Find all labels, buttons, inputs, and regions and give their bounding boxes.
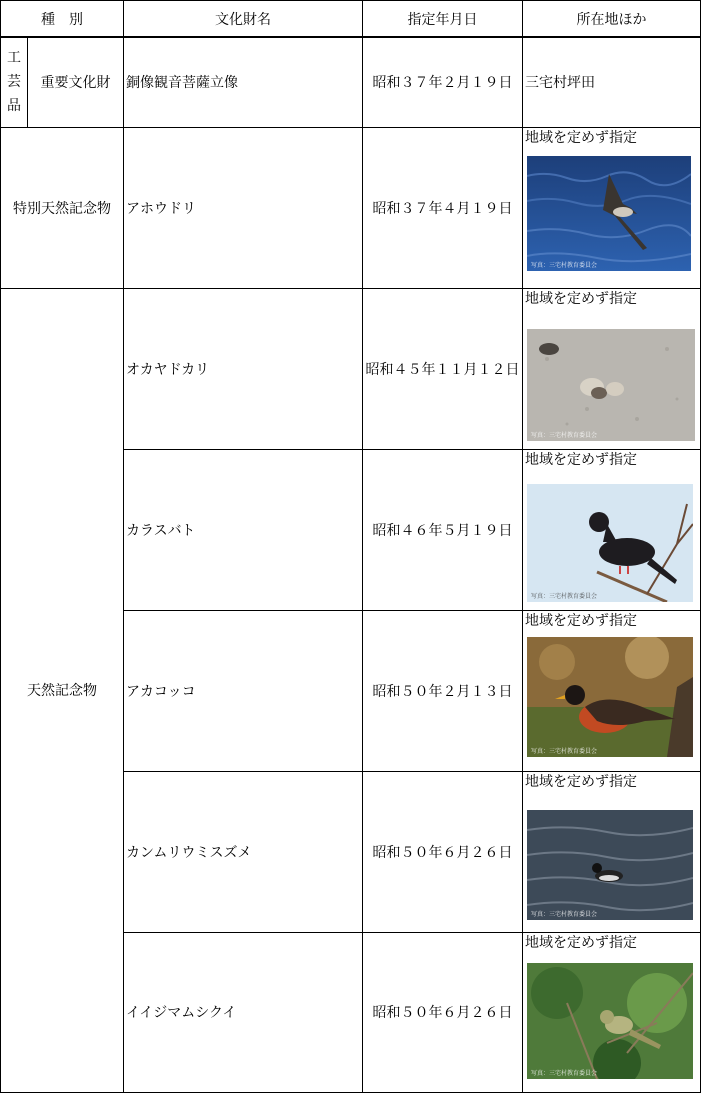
header-category: 種 別: [1, 1, 124, 38]
property-name-cell: アホウドリ: [124, 127, 363, 288]
category-cell: 重要文化財: [28, 37, 124, 127]
location-cell: [523, 932, 701, 1092]
location-text: 地域を定めず指定: [525, 290, 637, 307]
designation-date-cell: 昭和４５年１１月１２日: [363, 288, 523, 449]
table-header-row: [1, 1, 701, 38]
designation-date-cell: 昭和３７年４月１９日: [363, 127, 523, 288]
photo-credit: 写真：三宅村教育委員会: [531, 910, 598, 918]
photo-credit: 写真：三宅村教育委員会: [531, 592, 598, 600]
photo-credit: 写真：三宅村教育委員会: [531, 747, 598, 755]
property-name-cell: 銅像観音菩薩立像: [124, 37, 363, 127]
category-cell: 特別天然記念物: [1, 127, 124, 288]
location-text: 地域を定めず指定: [525, 612, 637, 629]
category-major-char: 品: [7, 98, 21, 115]
property-name-cell: カラスバト: [124, 449, 363, 610]
crested-murrelet-photo: [527, 810, 693, 920]
header-date: 指定年月日: [363, 1, 523, 38]
designation-date-cell: 昭和３７年２月１９日: [363, 37, 523, 127]
location-cell: [523, 610, 701, 771]
table-row: [1, 37, 701, 127]
location-cell: [523, 771, 701, 932]
black-wood-pigeon-photo: [527, 484, 693, 602]
category-major-char: 芸: [7, 74, 21, 91]
property-name-cell: オカヤドカリ: [124, 288, 363, 449]
designation-date-cell: 昭和４６年５月１９日: [363, 449, 523, 610]
property-name-cell: イイジマムシクイ: [124, 932, 363, 1092]
designation-date-cell: 昭和５０年６月２６日: [363, 932, 523, 1092]
photo-credit: 写真：三宅村教育委員会: [531, 1069, 598, 1077]
location-cell: 三宅村坪田: [523, 37, 701, 127]
header-name: 文化財名: [124, 1, 363, 38]
location-text: 地域を定めず指定: [525, 934, 637, 951]
designation-date-cell: 昭和５０年６月２６日: [363, 771, 523, 932]
table-row: [1, 288, 701, 449]
table-row: [1, 127, 701, 288]
location-text: 地域を定めず指定: [525, 129, 637, 146]
location-cell: [523, 288, 701, 449]
location-cell: [523, 449, 701, 610]
category-major-vertical: [1, 37, 28, 127]
category-major-char: 工: [7, 50, 21, 67]
property-name-cell: カンムリウミスズメ: [124, 771, 363, 932]
category-cell: 天然記念物: [1, 288, 124, 1092]
property-name-cell: アカコッコ: [124, 610, 363, 771]
location-cell: [523, 127, 701, 288]
photo-credit: 写真：三宅村教育委員会: [531, 261, 598, 269]
hermit-crab-photo: [527, 329, 695, 441]
photo-credit: 写真：三宅村教育委員会: [531, 431, 598, 439]
albatross-photo: [527, 156, 691, 271]
location-text: 地域を定めず指定: [525, 451, 637, 468]
izu-thrush-photo: [527, 637, 693, 757]
designation-date-cell: 昭和５０年２月１３日: [363, 610, 523, 771]
ijima-leaf-warbler-photo: [527, 963, 693, 1079]
header-location: 所在地ほか: [523, 1, 701, 38]
location-text: 地域を定めず指定: [525, 773, 637, 790]
